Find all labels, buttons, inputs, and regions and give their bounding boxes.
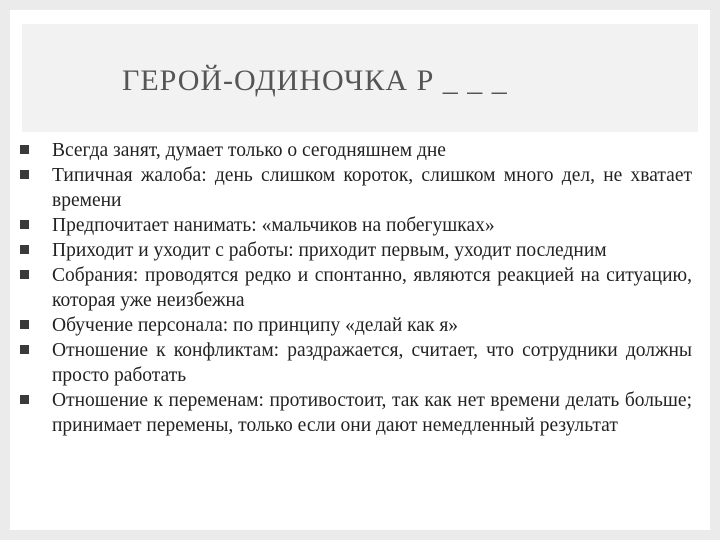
bullet-item bbox=[10, 338, 710, 388]
square-bullet-icon bbox=[20, 270, 29, 279]
slide-title: ГЕРОЙ-ОДИНОЧКА Р _ _ _ bbox=[122, 64, 508, 97]
bullet-list bbox=[10, 138, 710, 438]
square-bullet-icon bbox=[20, 170, 29, 179]
bullet-text: Отношение к переменам: противостоит, так как нет времени делать больше; принимает перемены, только если они дают немедленный результат bbox=[52, 390, 692, 436]
slide bbox=[10, 10, 710, 530]
bullet-item bbox=[10, 138, 710, 163]
bullet-text: Всегда занят, думает только о сегодняшнем дне bbox=[52, 140, 446, 161]
bullet-item bbox=[10, 238, 710, 263]
square-bullet-icon bbox=[20, 320, 29, 329]
bullet-text: Предпочитает нанимать: «мальчиков на побегушках» bbox=[52, 215, 495, 236]
bullet-item bbox=[10, 213, 710, 238]
bullet-text: Собрания: проводятся редко и спонтанно, являются реакцией на ситуацию, которая уже неизбежна bbox=[52, 265, 692, 311]
square-bullet-icon bbox=[20, 345, 29, 354]
bullet-text: Приходит и уходит с работы: приходит первым, уходит последним bbox=[52, 240, 607, 261]
square-bullet-icon bbox=[20, 395, 29, 404]
square-bullet-icon bbox=[20, 245, 29, 254]
slide-content bbox=[10, 138, 710, 438]
bullet-text: Типичная жалоба: день слишком короток, слишком много дел, не хватает времени bbox=[52, 165, 692, 211]
bullet-text: Отношение к конфликтам: раздражается, считает, что сотрудники должны просто работать bbox=[52, 340, 692, 386]
square-bullet-icon bbox=[20, 145, 29, 154]
bullet-item bbox=[10, 263, 710, 313]
bullet-item bbox=[10, 388, 710, 438]
bullet-text: Обучение персонала: по принципу «делай как я» bbox=[52, 315, 459, 336]
bullet-item bbox=[10, 313, 710, 338]
square-bullet-icon bbox=[20, 220, 29, 229]
bullet-item bbox=[10, 163, 710, 213]
